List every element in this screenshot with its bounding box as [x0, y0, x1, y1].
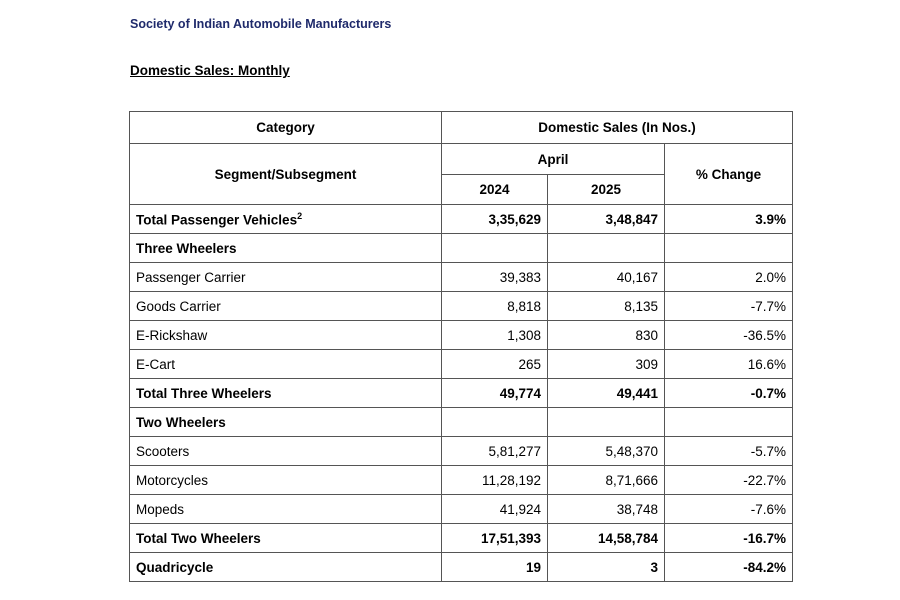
- row-label: [130, 495, 442, 524]
- row-label: [130, 205, 442, 234]
- sales-2025-cell: [548, 234, 665, 263]
- row-label: [130, 234, 442, 263]
- sales-header: Domestic Sales (In Nos.): [442, 112, 793, 144]
- table-body: [130, 205, 793, 582]
- sales-2024-cell: 19: [442, 553, 548, 582]
- table-row: [130, 553, 793, 582]
- sales-2025-cell: 40,167: [548, 263, 665, 292]
- pct-change-cell: -7.6%: [665, 495, 793, 524]
- table-row: [130, 205, 793, 234]
- row-label: [130, 292, 442, 321]
- sales-2025-cell: 309: [548, 350, 665, 379]
- sales-2025-cell: [548, 408, 665, 437]
- row-label-text: E-Rickshaw: [136, 327, 208, 343]
- table-row: [130, 379, 793, 408]
- sales-2025-cell: 8,135: [548, 292, 665, 321]
- pct-change-cell: 16.6%: [665, 350, 793, 379]
- sales-2025-cell: 14,58,784: [548, 524, 665, 553]
- pct-change-cell: -22.7%: [665, 466, 793, 495]
- row-label: [130, 524, 442, 553]
- table-row: [130, 321, 793, 350]
- row-label-text: Quadricycle: [136, 559, 214, 575]
- pct-change-cell: -7.7%: [665, 292, 793, 321]
- footnote-marker: 2: [297, 210, 303, 221]
- segment-header: Segment/Subsegment: [130, 144, 442, 205]
- domestic-sales-table: [129, 111, 793, 582]
- sales-2025-cell: 38,748: [548, 495, 665, 524]
- sales-2025-cell: 8,71,666: [548, 466, 665, 495]
- pct-change-header: % Change: [665, 144, 793, 205]
- row-label-text: Three Wheelers: [136, 240, 237, 256]
- sales-2025-cell: 3,48,847: [548, 205, 665, 234]
- table-row: [130, 437, 793, 466]
- sales-2024-cell: 5,81,277: [442, 437, 548, 466]
- row-label: [130, 350, 442, 379]
- row-label-text: Total Two Wheelers: [136, 530, 261, 546]
- sales-2024-cell: 17,51,393: [442, 524, 548, 553]
- table-row: [130, 234, 793, 263]
- pct-change-cell: -84.2%: [665, 553, 793, 582]
- sales-2024-cell: [442, 408, 548, 437]
- category-header: Category: [130, 112, 442, 144]
- month-header: April: [442, 144, 665, 175]
- organization-name: Society of Indian Automobile Manufacturers: [130, 17, 392, 31]
- row-label-text: E-Cart: [136, 356, 176, 372]
- pct-change-cell: -0.7%: [665, 379, 793, 408]
- sales-2024-cell: 1,308: [442, 321, 548, 350]
- sales-2024-cell: [442, 234, 548, 263]
- sales-2024-cell: 11,28,192: [442, 466, 548, 495]
- row-label: [130, 379, 442, 408]
- row-label: [130, 466, 442, 495]
- table-row: [130, 408, 793, 437]
- table-row: [130, 292, 793, 321]
- pct-change-cell: -36.5%: [665, 321, 793, 350]
- row-label: [130, 263, 442, 292]
- sales-2024-cell: 3,35,629: [442, 205, 548, 234]
- pct-change-cell: [665, 234, 793, 263]
- sales-2024-cell: 49,774: [442, 379, 548, 408]
- table-row: [130, 524, 793, 553]
- table-row: [130, 466, 793, 495]
- row-label: [130, 437, 442, 466]
- row-label-text: Motorcycles: [136, 472, 209, 488]
- table-row: [130, 350, 793, 379]
- row-label-text: Goods Carrier: [136, 298, 221, 314]
- pct-change-cell: 2.0%: [665, 263, 793, 292]
- row-label-text: Total Three Wheelers: [136, 385, 272, 401]
- report-subtitle: Domestic Sales: Monthly: [130, 63, 290, 78]
- row-label-text: Mopeds: [136, 501, 185, 517]
- row-label: [130, 321, 442, 350]
- table-row: [130, 495, 793, 524]
- pct-change-cell: -16.7%: [665, 524, 793, 553]
- sales-2025-cell: 830: [548, 321, 665, 350]
- sales-2025-cell: 3: [548, 553, 665, 582]
- row-label-text: Two Wheelers: [136, 414, 226, 430]
- row-label: [130, 408, 442, 437]
- row-label-text: Total Passenger Vehicles: [136, 212, 298, 228]
- sales-2024-cell: 265: [442, 350, 548, 379]
- row-label: [130, 553, 442, 582]
- sales-2025-cell: 5,48,370: [548, 437, 665, 466]
- row-label-text: Passenger Carrier: [136, 269, 246, 285]
- row-label-text: Scooters: [136, 443, 190, 459]
- year-2025-header: 2025: [548, 175, 665, 205]
- sales-2024-cell: 39,383: [442, 263, 548, 292]
- table-row: [130, 263, 793, 292]
- pct-change-cell: -5.7%: [665, 437, 793, 466]
- sales-2024-cell: 8,818: [442, 292, 548, 321]
- year-2024-header: 2024: [442, 175, 548, 205]
- sales-2024-cell: 41,924: [442, 495, 548, 524]
- sales-2025-cell: 49,441: [548, 379, 665, 408]
- pct-change-cell: 3.9%: [665, 205, 793, 234]
- pct-change-cell: [665, 408, 793, 437]
